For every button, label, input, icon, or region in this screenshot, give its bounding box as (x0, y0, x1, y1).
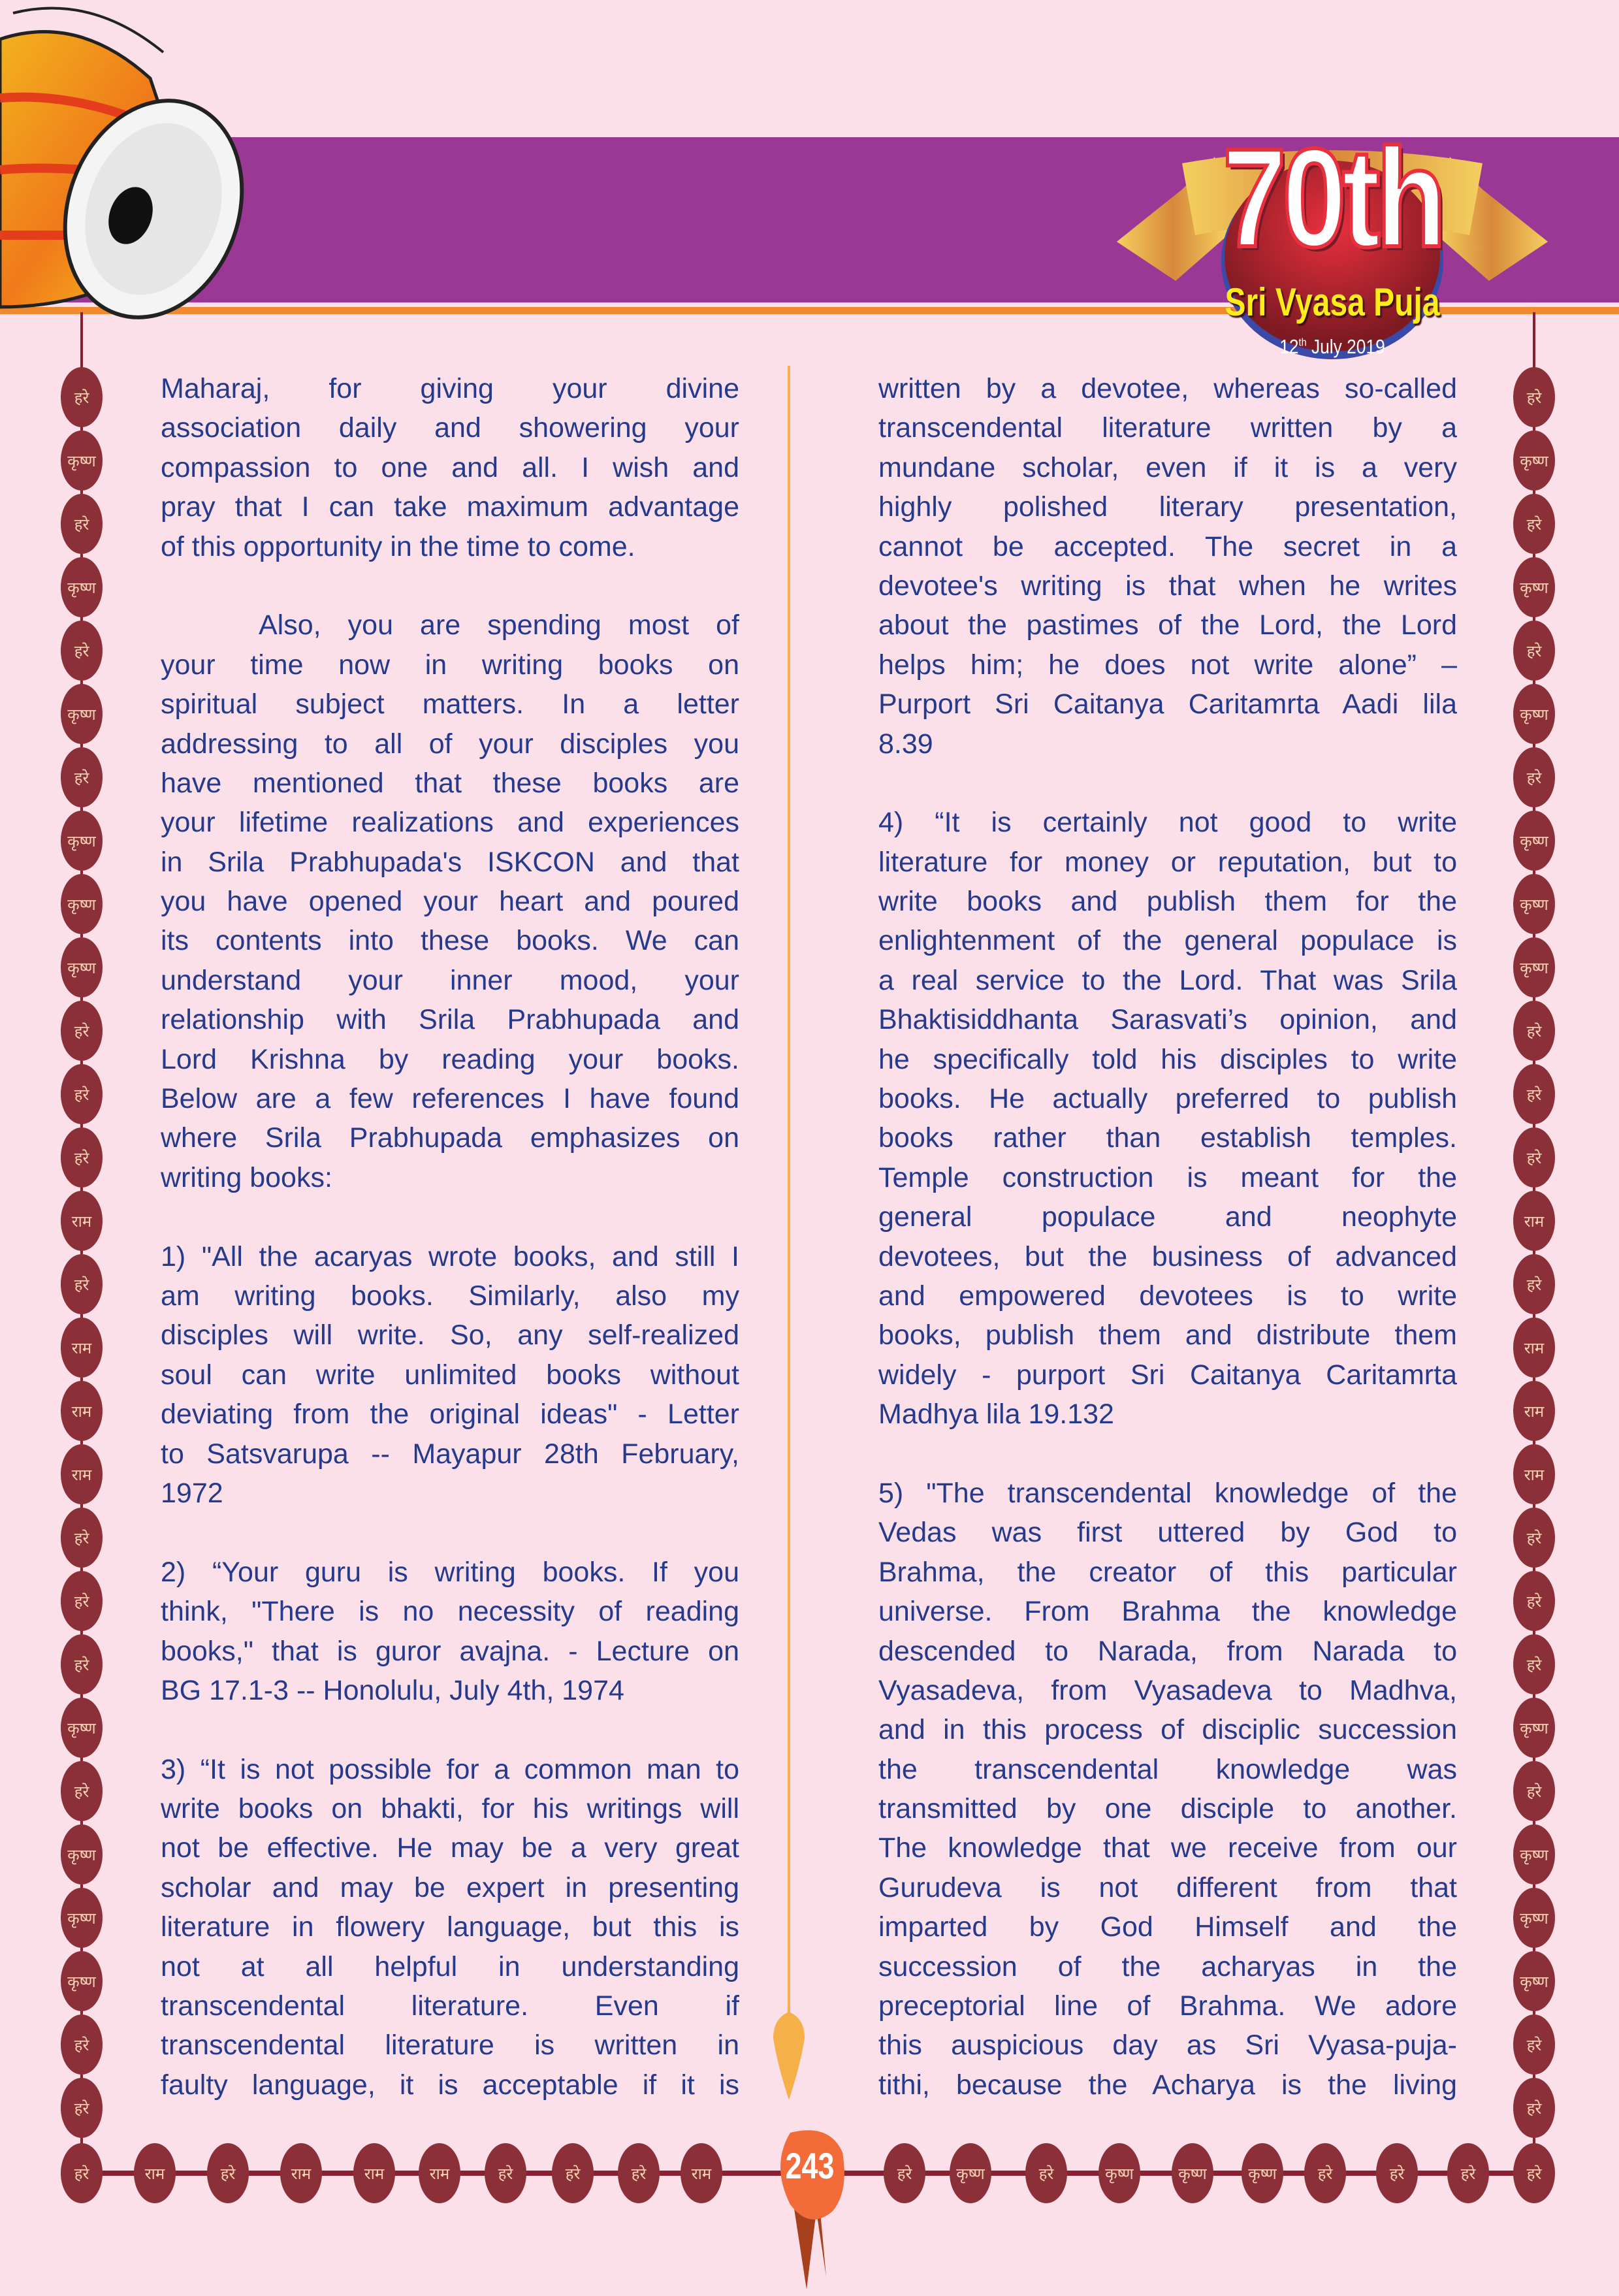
bead: हरे (1304, 2143, 1346, 2203)
bead: कृष्ण (61, 1698, 103, 1758)
bead: कृष्ण (61, 684, 103, 744)
text-line: Bhaktisiddhanta Sarasvati’s opinion, and (878, 1004, 1457, 1036)
text-line: a real service to the Lord. That was Srila (878, 964, 1457, 996)
text-line: and empowered devotees is to write (878, 1280, 1457, 1312)
text-line: have mentioned that these books are (161, 767, 739, 799)
bead: हरे (1513, 1761, 1555, 1821)
text-line: Maharaj, for giving your divine (161, 373, 739, 404)
bead: हरे (1513, 2078, 1555, 2138)
text-line: literature in flowery language, but this is (161, 1911, 739, 1943)
left-text-column (161, 369, 739, 2105)
bead: राम (681, 2143, 722, 2203)
text-line: helps him; he does not write alone” – (878, 649, 1457, 681)
paragraph-gap (878, 764, 1457, 803)
right-text-column (878, 369, 1457, 2105)
bead: राम (1513, 1381, 1555, 1441)
bead: राम (61, 1318, 103, 1378)
bead: हरे (1513, 621, 1555, 681)
bead: हरे (1513, 494, 1555, 554)
text-line: Also, you are spending most of (259, 609, 739, 641)
text-line: write books on bhakti, for his writings will (161, 1793, 739, 1825)
text-line: BG 17.1-3 -- Honolulu, July 4th, 1974 (161, 1674, 624, 1706)
text-line: not be effective. He may be a very great (161, 1832, 739, 1864)
text-line: general populace and neophyte (878, 1201, 1457, 1233)
text-line: pray that I can take maximum advantage (161, 491, 739, 523)
text-line: imparted by God Himself and the (878, 1911, 1457, 1943)
bead: राम (61, 1444, 103, 1504)
bead: कृष्ण (61, 1951, 103, 2011)
text-line: understand your inner mood, your (161, 964, 739, 996)
bead: कृष्ण (61, 937, 103, 997)
text-line: Brahma, the creator of this particular (878, 1556, 1457, 1588)
text-line: deviating from the original ideas" - Letter (161, 1399, 739, 1431)
bead: हरे (61, 1508, 103, 1568)
text-line: 4) “It is certainly not good to write (878, 807, 1457, 839)
text-line: devotees, but the business of advanced (878, 1240, 1457, 1272)
bead: हरे (61, 367, 103, 427)
paragraph-gap (161, 1710, 739, 1749)
text-line: where Srila Prabhupada emphasizes on (161, 1122, 739, 1154)
text-line: Gurudeva is not different from that (878, 1871, 1457, 1903)
text-line: Lord Krishna by reading your books. (161, 1043, 739, 1075)
bead: हरे (207, 2143, 249, 2203)
bead: हरे (1513, 1001, 1555, 1061)
text-line: faulty language, it is acceptable if it is (161, 2069, 739, 2101)
bead: कृष्ण (61, 1888, 103, 1948)
bead: कृष्ण (950, 2143, 991, 2203)
text-line: Purport Sri Caitanya Caritamrta Aadi lila (878, 688, 1457, 720)
bead: राम (134, 2143, 176, 2203)
text-line: universe. From Brahma the knowledge (878, 1596, 1457, 1628)
bead: हरे (61, 1634, 103, 1694)
bead: कृष्ण (1513, 811, 1555, 871)
text-line: books. He actually preferred to publish (878, 1083, 1457, 1115)
mridanga-drum-icon (0, 0, 274, 327)
bead: कृष्ण (1513, 874, 1555, 934)
bead: कृष्ण (1513, 430, 1555, 491)
bead: कृष्ण (1513, 1888, 1555, 1948)
text-line: written by a devotee, whereas so-called (878, 373, 1457, 404)
text-line: association daily and showering your (161, 412, 739, 444)
text-line: compassion to one and all. I wish and (161, 451, 739, 483)
bead: हरे (61, 2014, 103, 2075)
bead: हरे (618, 2143, 660, 2203)
bead: कृष्ण (1513, 1951, 1555, 2011)
text-line: scholar and may be expert in presenting (161, 1871, 739, 1903)
bead: राम (61, 1191, 103, 1251)
text-line: 2) “Your guru is writing books. If you (161, 1556, 739, 1588)
text-line: of this opportunity in the time to come. (161, 530, 635, 562)
bead: कृष्ण (1513, 1698, 1555, 1758)
text-line: about the pastimes of the Lord, the Lord (878, 609, 1457, 641)
text-line: descended to Narada, from Narada to (878, 1635, 1457, 1667)
text-line: transmitted by one disciple to another. (878, 1793, 1457, 1825)
paragraph-gap (161, 1513, 739, 1552)
bead: हरे (61, 1761, 103, 1821)
text-line: books rather than establish temples. (878, 1122, 1457, 1154)
text-line: The knowledge that we receive from our (878, 1832, 1457, 1864)
text-line: 5) "The transcendental knowledge of the (878, 1477, 1457, 1509)
bead: हरे (1025, 2143, 1067, 2203)
badge-date (1138, 335, 1527, 359)
text-line: 3) “It is not possible for a common man to (161, 1753, 739, 1785)
bead: हरे (1513, 1064, 1555, 1124)
bead: हरे (61, 1571, 103, 1631)
bead: राम (353, 2143, 395, 2203)
bead: राम (1513, 1191, 1555, 1251)
bead: हरे (1513, 1571, 1555, 1631)
text-line: think, "There is no necessity of reading (161, 1596, 739, 1628)
text-line: relationship with Srila Prabhupada and (161, 1004, 739, 1036)
bead: हरे (1513, 1254, 1555, 1314)
text-line: transcendental literature. Even if (161, 1990, 739, 2022)
bead: हरे (61, 1064, 103, 1124)
text-line: 1) "All the acaryas wrote books, and still I (161, 1240, 739, 1272)
column-divider (788, 366, 790, 2018)
anniversary-badge (1104, 65, 1561, 366)
bead: हरे (1513, 2014, 1555, 2075)
text-line: the transcendental knowledge was (878, 1753, 1457, 1785)
bead: हरे (61, 2078, 103, 2138)
date-suffix: th (1298, 336, 1307, 349)
bead: हरे (884, 2143, 925, 2203)
text-line: transcendental literature written by a (878, 412, 1457, 444)
page-number: 243 (785, 2145, 835, 2186)
bead: कृष्ण (1513, 557, 1555, 617)
bead: कृष्ण (61, 811, 103, 871)
text-line: your lifetime realizations and experiences (161, 807, 739, 839)
text-line: literature for money or reputation, but to (878, 846, 1457, 878)
badge-title: Sri Vyasa Puja (1225, 280, 1440, 324)
bead: हरे (61, 2143, 103, 2203)
text-line: devotee's writing is that when he writes (878, 570, 1457, 602)
text-line: spiritual subject matters. In a letter (161, 688, 739, 720)
paragraph-gap (878, 1434, 1457, 1474)
bead: राम (280, 2143, 322, 2203)
text-line: preceptorial line of Brahma. We adore (878, 1990, 1457, 2022)
bead: हरे (61, 494, 103, 554)
text-line: write books and publish them for the (878, 886, 1457, 918)
text-line: mundane scholar, even if it is a very (878, 451, 1457, 483)
text-line: disciples will write. So, any self-realized (161, 1319, 739, 1351)
bead: कृष्ण (1242, 2143, 1283, 2203)
bead: हरे (1513, 1508, 1555, 1568)
bead: हरे (1513, 367, 1555, 427)
text-line: succession of the acharyas in the (878, 1950, 1457, 1982)
bead: कृष्ण (1513, 684, 1555, 744)
bead: हरे (1513, 1127, 1555, 1188)
text-line: enlightenment of the general populace is (878, 925, 1457, 957)
text-line: this auspicious day as Sri Vyasa-puja- (878, 2029, 1457, 2062)
bead: हरे (1513, 1634, 1555, 1694)
bead: कृष्ण (1513, 937, 1555, 997)
date-rest: July 2019 (1306, 335, 1385, 358)
bead: राम (61, 1381, 103, 1441)
text-line: Vyasadeva, from Vyasadeva to Madhva, (878, 1674, 1457, 1706)
text-line: and in this process of disciplic succession (878, 1714, 1457, 1746)
text-line: transcendental literature is written in (161, 2029, 739, 2062)
text-line: tithi, because the Acharya is the living (878, 2069, 1457, 2101)
text-line: books," that is guror avajna. - Lecture on (161, 1635, 739, 1667)
bead: हरे (61, 1001, 103, 1061)
text-line: you have opened your heart and poured (161, 886, 739, 918)
text-line: in Srila Prabhupada's ISKCON and that (161, 846, 739, 878)
text-line: Vedas was first uttered by God to (878, 1517, 1457, 1549)
text-line: 1972 (161, 1477, 223, 1509)
text-line: he specifically told his disciples to write (878, 1043, 1457, 1075)
bead: हरे (1513, 747, 1555, 807)
text-line: books, publish them and distribute them (878, 1319, 1457, 1351)
text-line: soul can write unlimited books without (161, 1359, 739, 1391)
bead: हरे (485, 2143, 526, 2203)
bead: हरे (1376, 2143, 1418, 2203)
text-line: your time now in writing books on (161, 649, 739, 681)
bead: राम (1513, 1444, 1555, 1504)
text-line: to Satsvarupa -- Mayapur 28th February, (161, 1438, 739, 1470)
text-line: addressing to all of your disciples you (161, 728, 739, 760)
text-line: cannot be accepted. The secret in a (878, 530, 1457, 562)
badge-number: 70th (1222, 119, 1443, 276)
text-line: highly polished literary presentation, (878, 491, 1457, 523)
text-line: Below are a few references I have found (161, 1083, 739, 1115)
text-line: Temple construction is meant for the (878, 1161, 1457, 1193)
text-line: Madhya lila 19.132 (878, 1399, 1114, 1431)
bead: कृष्ण (1098, 2143, 1140, 2203)
paragraph-gap (161, 566, 739, 606)
bead: हरे (61, 621, 103, 681)
bead: कृष्ण (61, 557, 103, 617)
date-day: 12 (1279, 335, 1299, 358)
bead: कृष्ण (61, 1824, 103, 1884)
bead: हरे (552, 2143, 594, 2203)
drop-ornament-icon (771, 2012, 807, 2103)
bead: कृष्ण (61, 430, 103, 491)
bead: हरे (61, 1254, 103, 1314)
bead: राम (419, 2143, 460, 2203)
bead: हरे (61, 1127, 103, 1188)
bead: हरे (1513, 2143, 1555, 2203)
bead: कृष्ण (61, 874, 103, 934)
text-line: its contents into these books. We can (161, 925, 739, 957)
bead: हरे (1447, 2143, 1489, 2203)
text-line: 8.39 (878, 728, 933, 760)
text-line: widely - purport Sri Caitanya Caritamrta (878, 1359, 1457, 1391)
text-line: not at all helpful in understanding (161, 1950, 739, 1982)
bead: राम (1513, 1318, 1555, 1378)
text-line: am writing books. Similarly, also my (161, 1280, 739, 1312)
bead: कृष्ण (1172, 2143, 1213, 2203)
bead: कृष्ण (1513, 1824, 1555, 1884)
bead: हरे (61, 747, 103, 807)
text-line: writing books: (161, 1161, 332, 1193)
paragraph-gap (161, 1197, 739, 1237)
